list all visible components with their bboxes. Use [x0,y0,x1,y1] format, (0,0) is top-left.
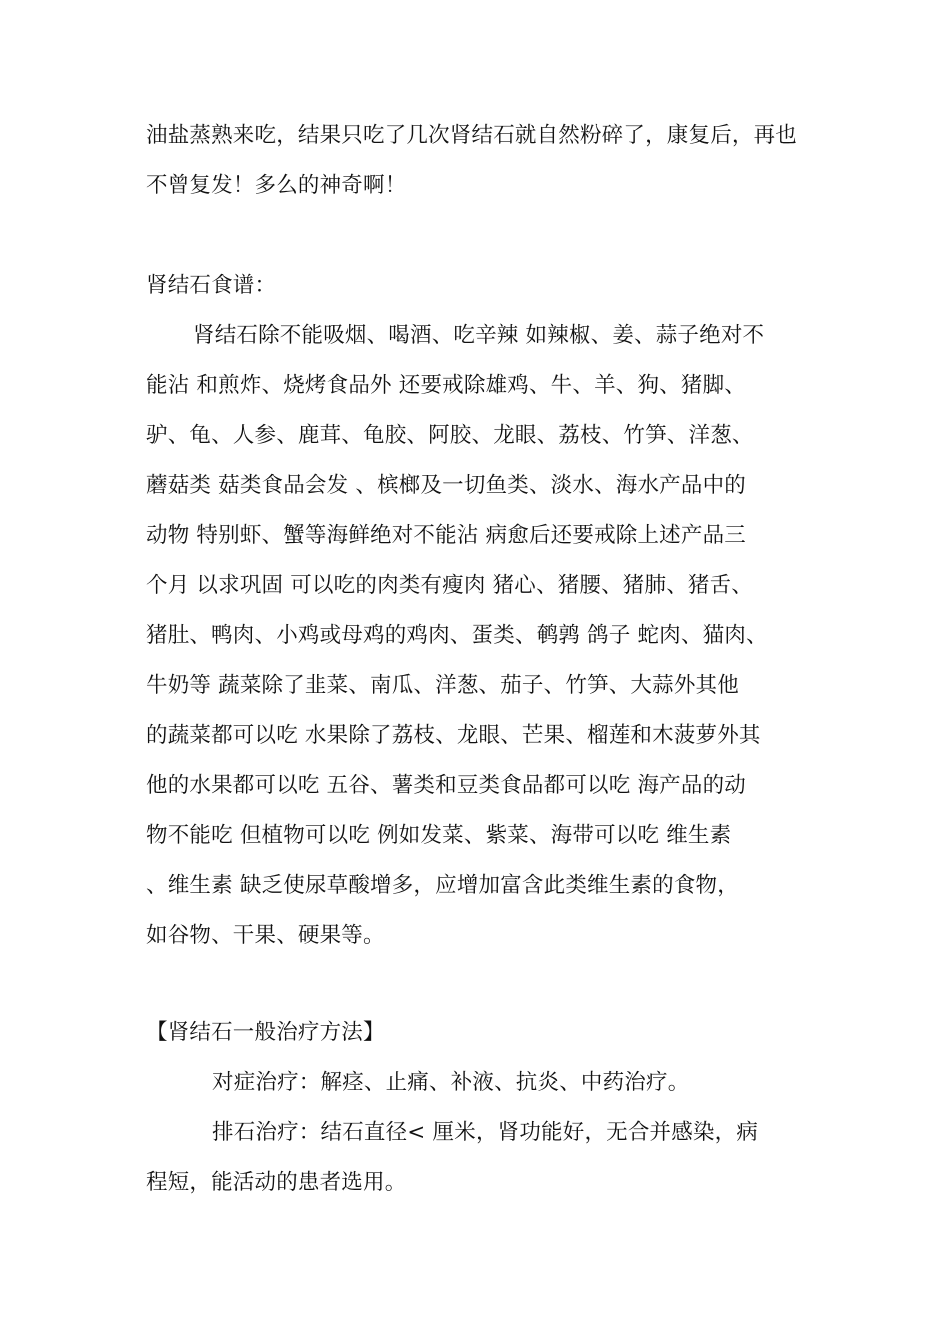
recipe-paragraph-line: 驴、龟、人参、鹿茸、龟胶、阿胶、龙眼、荔枝、竹笋、洋葱、 [146,423,754,448]
recipe-paragraph-line: 能沾 和煎炸、烧烤食品外 还要戒除雄鸡、牛、羊、狗、猪脚、 [146,373,746,398]
intro-line-2: 不曾复发！多么的神奇啊！ [146,173,407,198]
recipe-paragraph-line: 物不能吃 但植物可以吃 例如发菜、紫菜、海带可以吃 维生素 [146,823,732,848]
recipe-paragraph-line: 、维生素 缺乏使尿草酸增多，应增加富含此类维生素的食物， [146,873,739,898]
recipe-paragraph-line: 个月 以求巩固 可以吃的肉类有瘦肉 猪心、猪腰、猪肺、猪舌、 [146,573,754,598]
recipe-paragraph-line: 蘑菇类 菇类食品会发 、槟榔及一切鱼类、淡水、海水产品中的 [146,473,746,498]
recipe-paragraph-line: 他的水果都可以吃 五谷、薯类和豆类食品都可以吃 海产品的动 [146,773,746,798]
recipe-paragraph-line: 牛奶等 蔬菜除了韭菜、南瓜、洋葱、茄子、竹笋、大蒜外其他 [146,673,739,698]
recipe-paragraph-line: 肾结石除不能吸烟、喝酒、吃辛辣 如辣椒、姜、蒜子绝对不 [193,323,765,348]
recipe-heading: 肾结石食谱： [146,273,277,298]
recipe-paragraph-line: 如谷物、干果、硬果等。 [146,923,385,948]
treatment-line-2: 排石治疗：结石直径< 厘米，肾功能好，无合并感染，病 [212,1120,759,1145]
intro-line-1: 油盐蒸熟来吃，结果只吃了几次肾结石就自然粉碎了，康复后，再也 [146,123,798,148]
recipe-paragraph-line: 的蔬菜都可以吃 水果除了荔枝、龙眼、芒果、榴莲和木菠萝外其 [146,723,761,748]
recipe-paragraph-line: 动物 特别虾、蟹等海鲜绝对不能沾 病愈后还要戒除上述产品三 [146,523,746,548]
treatment-heading: 【肾结石一般治疗方法】 [146,1020,385,1045]
treatment-line-3: 程短，能活动的患者选用。 [146,1170,407,1195]
recipe-paragraph-line: 猪肚、鸭肉、小鸡或母鸡的鸡肉、蛋类、鹌鹑 鸽子 蛇肉、猫肉、 [146,623,768,648]
treatment-line-1: 对症治疗：解痉、止痛、补液、抗炎、中药治疗。 [212,1070,690,1095]
